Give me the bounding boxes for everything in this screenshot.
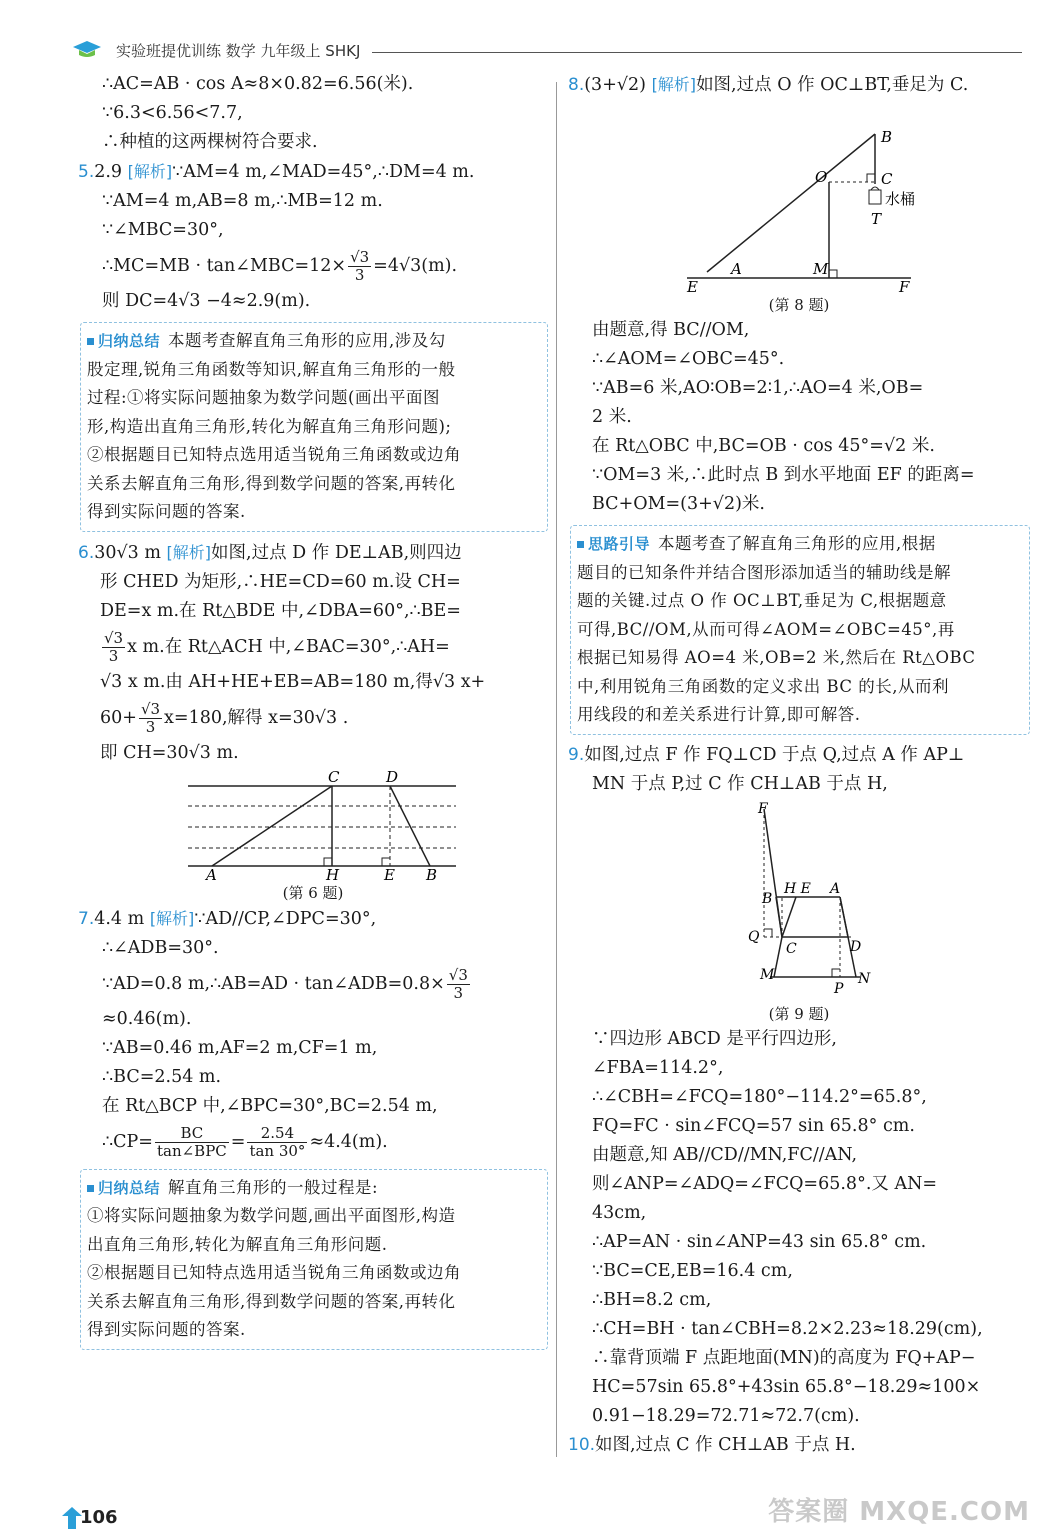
q10-line: [568, 1431, 1030, 1460]
summary-line: 股定理,锐角三角函数等知识,解直角三角形的一般: [87, 359, 456, 379]
figure-9-caption: (第 9 题): [768, 1004, 830, 1023]
figure-6-caption: (第 6 题): [282, 883, 344, 902]
badge-square-icon: [87, 338, 94, 345]
text-line: ∵AB=6 米,AO∶OB=2∶1,∴AO=4 米,OB=: [592, 378, 924, 398]
text-line: ∠FBA=114.2°,: [592, 1057, 724, 1078]
q10-number: 10.: [568, 1434, 596, 1455]
fig8-label-C: C: [881, 170, 893, 188]
text-line: 2 米.: [592, 407, 632, 427]
q7-line: [78, 904, 548, 934]
text-line: ∴BH=8.2 cm,: [592, 1289, 712, 1310]
fig8-label-O: O: [815, 168, 828, 186]
q7-number: 7.: [78, 908, 95, 929]
badge-label: 归纳总结: [98, 332, 161, 350]
text-line: ∴∠ADB=30°.: [102, 937, 219, 958]
fig9-label-M: M: [760, 966, 775, 983]
text-span: 本题考查了解直角三角形的应用,根据: [658, 534, 936, 553]
text-line: ∴AC=AB · cos A≈8×0.82=6.56(米).: [102, 74, 414, 94]
fraction: [102, 630, 125, 665]
q6-answer: 30√3 m: [94, 542, 161, 563]
fig6-label-H: H: [326, 865, 340, 880]
text-span: ≈4.4(m).: [309, 1131, 388, 1152]
fraction-denominator: 3: [108, 646, 119, 665]
q6-analysis-tag: [解析]: [166, 542, 212, 562]
fraction-denominator: tan 30°: [249, 1141, 306, 1160]
text-line: √3 x m.由 AH+HE+EB=AB=180 m,得√3 x+: [100, 671, 486, 692]
summary-badge: [87, 327, 160, 356]
q7-text: ∵AD//CP,∠DPC=30°,: [194, 908, 377, 929]
text-line: ∵6.3<6.56<7.7,: [102, 103, 243, 123]
text-line: ∴∠CBH=∠FCQ=180°−114.2°=65.8°,: [592, 1086, 927, 1107]
text-line: 在 Rt△OBC 中,BC=OB · cos 45°=√2 米.: [592, 436, 935, 456]
text-line: ∵AB=0.46 m,AF=2 m,CF=1 m,: [102, 1037, 378, 1058]
guide-line: [577, 530, 1023, 559]
text-line: FQ=FC · sin∠FCQ=57 sin 65.8° cm.: [592, 1115, 915, 1136]
fraction: [139, 701, 162, 736]
text-span: ∴CP=: [102, 1131, 153, 1152]
q10-text: 如图,过点 C 作 CH⊥AB 于点 H.: [595, 1434, 856, 1455]
fraction-numerator: √3: [448, 965, 468, 984]
summary-line: 得到实际问题的答案.: [87, 502, 246, 521]
text-line: 由题意,知 AB//CD//MN,FC//AN,: [592, 1144, 858, 1165]
page-header: [72, 38, 1022, 64]
text-line: 则 DC=4√3 −4≈2.9(m).: [102, 291, 311, 311]
text-span: ∵AD=0.8 m,∴AB=AD · tan∠ADB=0.8×: [102, 973, 445, 994]
header-rule: [372, 52, 1022, 53]
fig8-label-M: M: [813, 260, 829, 278]
text-span: 解直角三角形的一般过程是:: [168, 1177, 379, 1197]
text-line: BC+OM=(3+√2)米.: [592, 494, 765, 514]
fraction-numerator: BC: [155, 1125, 229, 1143]
text-span: ∴MC=MB · tan∠MBC=12×: [102, 256, 347, 276]
q9-text: 如图,过点 F 作 FQ⊥CD 于点 Q,过点 A 作 AP⊥: [584, 744, 965, 765]
text-line: ∴BC=2.54 m.: [102, 1066, 222, 1087]
fraction: [247, 1125, 307, 1160]
fig6-label-E: E: [384, 865, 395, 880]
text-line: [78, 626, 548, 668]
text-span: 60+: [100, 707, 137, 728]
q8-line: [568, 70, 1030, 100]
q5-formula-line: [78, 245, 548, 287]
fraction: [155, 1125, 229, 1160]
guide-line: 可得,BC//OM,从而可得∠AOM=∠OBC=45°,再: [577, 619, 955, 639]
fig9-label-C: C: [786, 940, 797, 957]
fig9-label-Q: Q: [748, 928, 760, 945]
text-line: 形 CHED 为矩形,∴HE=CD=60 m.设 CH=: [100, 571, 461, 592]
guide-line: 题目的已知条件并结合图形添加适当的辅助线是解: [577, 562, 951, 582]
fraction: [348, 249, 371, 284]
summary-line: [87, 327, 541, 356]
fig9-label-HE: H E: [784, 880, 811, 897]
badge-label: 思路引导: [588, 535, 651, 553]
guide-line: 中,利用锐角三角函数的定义求出 BC 的长,从而利: [577, 676, 950, 696]
text-line: MN 于点 P,过 C 作 CH⊥AB 于点 H,: [592, 773, 888, 794]
summary-line: 得到实际问题的答案.: [87, 1320, 246, 1339]
q8-answer: (3+√2): [584, 75, 646, 95]
text-span: x m.在 Rt△ACH 中,∠BAC=30°,∴AH=: [127, 636, 450, 657]
text-line: DE=x m.在 Rt△BDE 中,∠DBA=60°,∴BE=: [100, 600, 461, 621]
text-line: 0.91−18.29=72.71≈72.7(cm).: [592, 1405, 860, 1426]
fig8-label-F: F: [899, 278, 910, 292]
q5-number: 5.: [78, 162, 95, 182]
summary-line: 出直角三角形,转化为解直角三角形问题.: [87, 1234, 388, 1254]
summary-line: 关系去解直角三角形,得到数学问题的答案,再转化: [87, 473, 456, 493]
watermark: 答案圈 MXQE.COM: [768, 1497, 1030, 1527]
text-line: ∴种植的这两棵树符合要求.: [102, 132, 318, 152]
q5-line: [78, 157, 548, 187]
badge-square-icon: [577, 541, 584, 548]
text-line: ∴CP= $\frac{BC}{\text{tan∠BPC}}$ = $\frac{2.54}{\tan 30^\circ}$ ≈4.4(m).: [102, 1123, 388, 1160]
fraction-denominator: 3: [453, 983, 464, 1002]
fig6-label-B: B: [426, 865, 438, 880]
fig9-label-A: A: [830, 880, 841, 897]
q5-analysis-tag: [解析]: [127, 162, 173, 181]
q6-number: 6.: [78, 542, 95, 563]
page-number-badge: [62, 1505, 118, 1531]
guide-line: 用线段的和差关系进行计算,即可解答.: [577, 705, 861, 724]
text-line: ∵∠MBC=30°,: [102, 220, 224, 240]
fraction: [447, 967, 470, 1002]
fraction-numerator: √3: [350, 248, 370, 266]
fig9-label-F: F: [758, 800, 768, 817]
left-column: [78, 70, 548, 1356]
summary-line: ①将实际问题抽象为数学问题,画出平面图形,构造: [87, 1206, 456, 1225]
text-line: ∵BC=CE,EB=16.4 cm,: [592, 1260, 793, 1281]
figure-8: [679, 102, 919, 292]
fraction-numerator: 2.54: [247, 1125, 307, 1143]
text-line: ∴靠背顶端 F 点距地面(MN)的高度为 FQ+AP−: [592, 1347, 976, 1368]
text-line: ∵OM=3 米,∴此时点 B 到水平地面 EF 的距离=: [592, 465, 975, 485]
text-line: HC=57sin 65.8°+43sin 65.8°−18.29≈100×: [592, 1376, 981, 1397]
text-line: ∴AP=AN · sin∠ANP=43 sin 65.8° cm.: [592, 1231, 927, 1252]
text-line: 由题意,得 BC//OM,: [592, 320, 750, 340]
fig8-label-T: T: [871, 210, 882, 228]
page-number: 106: [80, 1507, 118, 1528]
summary-line: [87, 1174, 541, 1203]
fig8-label-B: B: [881, 128, 893, 146]
figure-8-caption: (第 8 题): [768, 296, 830, 314]
guide-box: [570, 525, 1030, 735]
fig9-label-N: N: [858, 970, 871, 987]
fraction-denominator: 3: [354, 266, 365, 284]
guide-line: 题的关键.过点 O 作 OC⊥BT,垂足为 C,根据题意: [577, 591, 947, 610]
text-line: ∵AM=4 m,AB=8 m,∴MB=12 m.: [102, 191, 383, 211]
text-line: 43cm,: [592, 1202, 647, 1223]
summary-badge: [87, 1174, 160, 1203]
text-line: [78, 697, 548, 739]
summary-line: 形,构造出直角三角形,转化为解直角三角形问题);: [87, 416, 452, 436]
text-span: =4√3(m).: [373, 256, 458, 276]
summary-line: 过程:①将实际问题抽象为数学问题(画出平面图: [87, 388, 440, 407]
q9-number: 9.: [568, 744, 585, 765]
column-separator: [556, 82, 557, 1457]
text-line: 即 CH=30√3 m.: [100, 742, 239, 763]
q8-number: 8.: [568, 75, 585, 95]
text-line: 则∠ANP=∠ADQ=∠FCQ=65.8°.又 AN=: [592, 1173, 938, 1194]
page-badge-icon: [62, 1507, 82, 1531]
q5-answer: 2.9: [94, 162, 123, 182]
summary-line: ②根据题目已知特点选用适当锐角三角函数或边角: [87, 445, 461, 464]
text-line: ∵四边形 ABCD 是平行四边形,: [592, 1028, 837, 1049]
guide-line: 根据已知易得 AO=4 米,OB=2 米,然后在 Rt△OBC: [577, 648, 976, 667]
summary-box-1: [80, 322, 548, 532]
badge-square-icon: [87, 1185, 94, 1192]
text-line: ≈0.46(m).: [102, 1008, 192, 1029]
summary-line: ②根据题目已知特点选用适当锐角三角函数或边角: [87, 1263, 461, 1282]
text-span: 本题考查解直角三角形的应用,涉及勾: [168, 331, 446, 350]
fig9-label-P: P: [834, 980, 844, 997]
fig6-label-D: D: [386, 769, 399, 786]
badge-label: 归纳总结: [98, 1178, 161, 1197]
text-line: ∴CH=BH · tan∠CBH=8.2×2.23≈18.29(cm),: [592, 1318, 983, 1339]
fraction-denominator: tan∠BPC: [156, 1141, 227, 1160]
fig8-label-E: E: [687, 278, 698, 292]
q8-text: 如图,过点 O 作 OC⊥BT,垂足为 C.: [696, 75, 969, 95]
fraction-numerator: √3: [140, 699, 161, 718]
fraction-denominator: 3: [145, 717, 156, 736]
guide-badge: [577, 530, 650, 559]
fig9-label-B: B: [762, 890, 773, 907]
text-line: 在 Rt△BCP 中,∠BPC=30°,BC=2.54 m,: [102, 1095, 438, 1116]
figure-6: [168, 770, 458, 880]
fig8-label-A: A: [731, 260, 742, 278]
fig6-label-A: A: [206, 865, 217, 880]
graduation-cap-icon: [72, 40, 102, 60]
q6-line: [78, 538, 548, 568]
fig6-label-C: C: [328, 769, 340, 786]
q5-text: ∵AM=4 m,∠MAD=45°,∴DM=4 m.: [172, 162, 475, 182]
q7-analysis-tag: [解析]: [149, 908, 195, 928]
text-span: x=180,解得 x=30√3 .: [164, 707, 349, 728]
summary-line: 关系去解直角三角形,得到数学问题的答案,再转化: [87, 1291, 456, 1311]
book-title: 实验班提优训练 数学 九年级上 SHKJ: [116, 42, 361, 60]
text-line: ∴∠AOM=∠OBC=45°.: [592, 349, 785, 369]
q6-text: 如图,过点 D 作 DE⊥AB,则四边: [211, 542, 462, 563]
summary-box-2: [80, 1169, 548, 1350]
fraction-numerator: √3: [104, 628, 124, 647]
fig9-label-D: D: [850, 938, 862, 955]
text-line: [78, 963, 548, 1005]
figure-9: [724, 801, 874, 1001]
q8-analysis-tag: [解析]: [651, 75, 697, 94]
q9-line: [568, 741, 1030, 770]
fig8-label-bucket: 水桶: [885, 190, 916, 208]
right-column: [568, 70, 1030, 1460]
q7-answer: 4.4 m: [94, 908, 145, 929]
